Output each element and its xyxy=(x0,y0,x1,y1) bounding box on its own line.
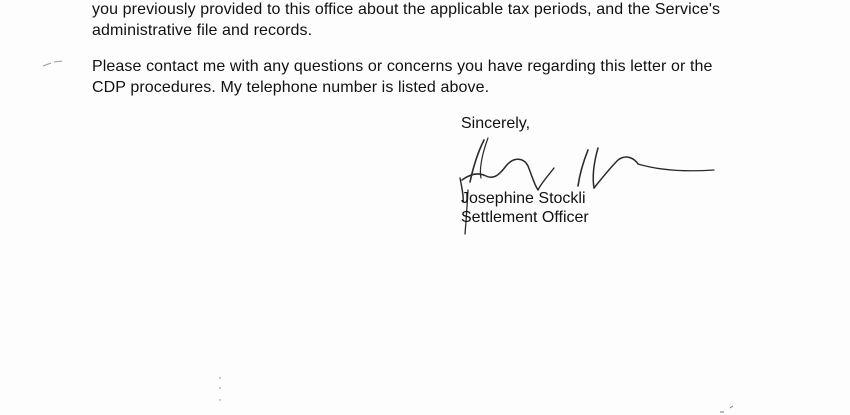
paragraph-contact xyxy=(92,56,792,98)
paragraph-records xyxy=(92,0,792,41)
scan-speck-corner xyxy=(718,404,738,414)
paragraph-records-line-2: administrative file and records. xyxy=(92,22,313,39)
signer-name: Josephine Stockli xyxy=(461,190,586,207)
paragraph-contact-line-2: CDP procedures. My telephone number is listed above. xyxy=(92,79,490,96)
closing-salutation: Sincerely, xyxy=(461,115,531,132)
signer-title: Settlement Officer xyxy=(461,209,589,226)
paragraph-contact-line-1: Please contact me with any questions or concerns you have regarding this letter or the xyxy=(92,58,713,75)
scan-speck-left xyxy=(42,60,64,68)
paragraph-records-line-1: you previously provided to this office about the applicable tax periods, and the Service's xyxy=(92,1,721,18)
scan-speck-bottom xyxy=(214,374,226,410)
